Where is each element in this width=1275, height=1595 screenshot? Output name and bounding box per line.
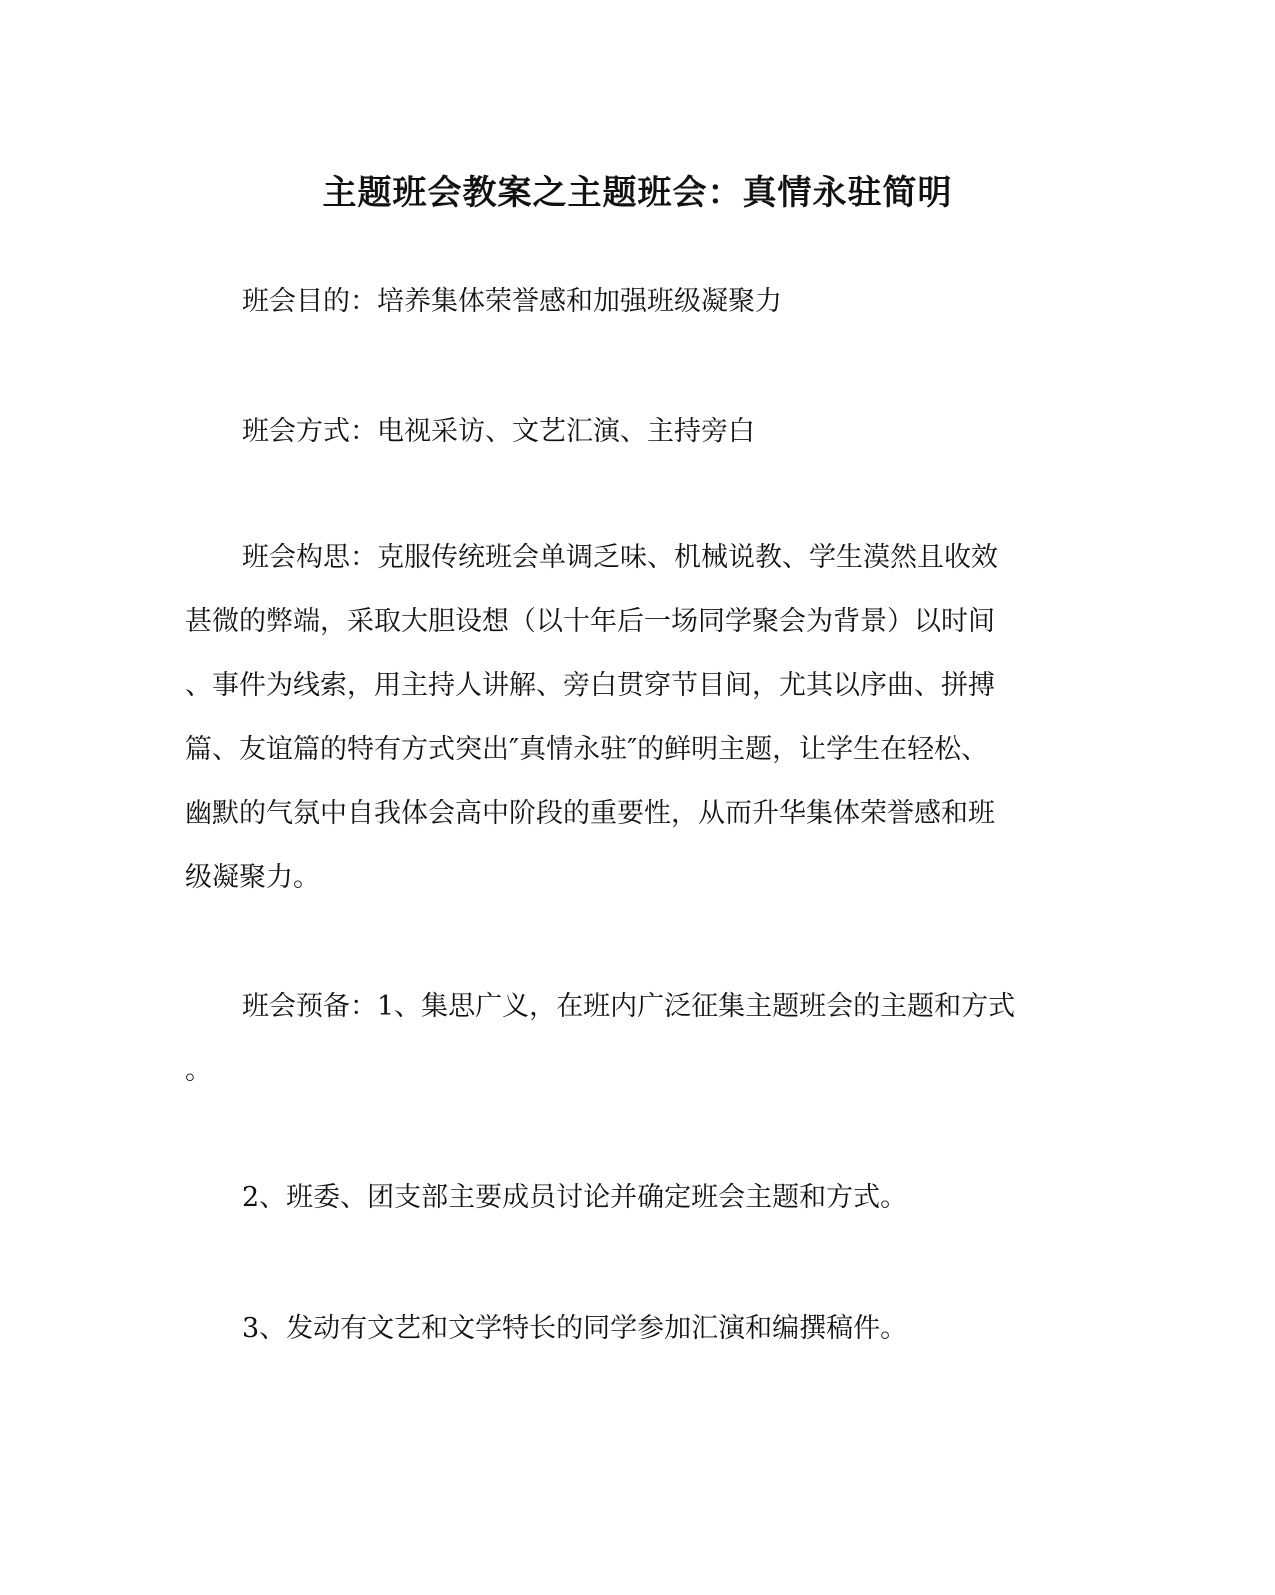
preparation-paragraph <box>185 975 1065 1103</box>
concept-line: 幽默的气氛中自我体会高中阶段的重要性，从而升华集体荣誉感和班 <box>185 798 995 829</box>
purpose-text: 班会目的：培养集体荣誉感和加强班级凝聚力 <box>242 286 782 317</box>
step-3-text: 3、发动有文艺和文学特长的同学参加汇演和编撰稿件。 <box>242 1313 908 1344</box>
method-paragraph <box>185 400 1065 464</box>
step-2-paragraph <box>185 1166 1065 1230</box>
purpose-paragraph <box>185 270 1065 334</box>
concept-line: 甚微的弊端，采取大胆设想（以十年后一场同学聚会为背景）以时间 <box>185 606 995 637</box>
concept-paragraph <box>185 526 1065 910</box>
method-text: 班会方式：电视采访、文艺汇演、主持旁白 <box>242 416 755 447</box>
preparation-line: 班会预备：1、集思广义，在班内广泛征集主题班会的主题和方式 <box>242 991 1016 1022</box>
document-title: 主题班会教案之主题班会：真情永驻简明 <box>322 173 953 213</box>
step-3-paragraph <box>185 1297 1065 1361</box>
concept-line: 班会构思：克服传统班会单调乏味、机械说教、学生漠然且收效 <box>242 542 998 573</box>
concept-line: 篇、友谊篇的特有方式突出″真情永驻″的鲜明主题，让学生在轻松、 <box>185 734 989 765</box>
concept-line: 、事件为线索，用主持人讲解、旁白贯穿节目间，尤其以序曲、拼搏 <box>185 670 995 701</box>
preparation-line: 。 <box>185 1055 212 1086</box>
step-2-text: 2、班委、团支部主要成员讨论并确定班会主题和方式。 <box>242 1182 908 1213</box>
concept-line: 级凝聚力。 <box>185 862 320 893</box>
